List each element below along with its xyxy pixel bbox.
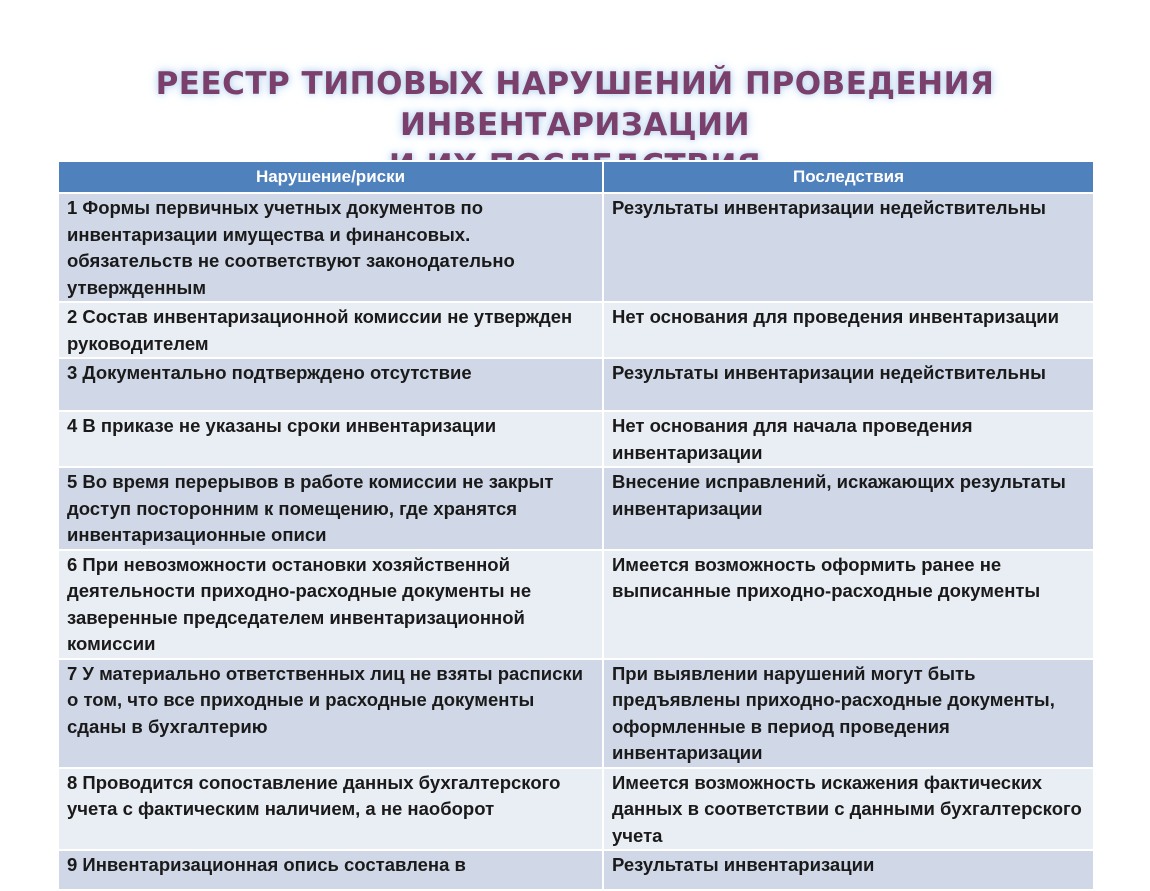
header-consequence: Последствия	[603, 161, 1094, 193]
consequence-cell: Нет основания для проведения инвентаризации	[603, 302, 1094, 358]
violation-cell: 8 Проводится сопоставление данных бухгалтерского учета с фактическим наличием, а не наоборот	[58, 768, 603, 851]
slide-title-line-1: РЕЕСТР ТИПОВЫХ НАРУШЕНИЙ ПРОВЕДЕНИЯ ИНВЕНТАРИЗАЦИИ	[155, 66, 995, 143]
header-violation: Нарушение/риски	[58, 161, 603, 193]
violations-table	[57, 160, 1095, 891]
violation-cell: 1 Формы первичных учетных документов по инвентаризации имущества и финансовых. обязательств не соответствуют законодательно утвержденным	[58, 193, 603, 302]
violation-cell: 5 Во время перерывов в работе комиссии не закрыт доступ посторонним к помещению, где хранятся инвентаризационные описи	[58, 467, 603, 550]
table-row	[58, 302, 1094, 358]
table-row	[58, 850, 1094, 890]
consequence-cell: Имеется возможность оформить ранее не выписанные приходно-расходные документы	[603, 550, 1094, 659]
violation-cell: 6 При невозможности остановки хозяйственной деятельности приходно-расходные документы не заверенные председателем инвентаризационной комиссии	[58, 550, 603, 659]
table-header-row	[58, 161, 1094, 193]
table-row	[58, 358, 1094, 411]
consequence-cell: Результаты инвентаризации	[603, 850, 1094, 890]
consequence-cell: Нет основания для начала проведения инвентаризации	[603, 411, 1094, 467]
consequence-cell: Имеется возможность искажения фактических данных в соответствии с данными бухгалтерского учета	[603, 768, 1094, 851]
table-row	[58, 768, 1094, 851]
consequence-cell: Результаты инвентаризации недействительны	[603, 358, 1094, 411]
violation-cell: 3 Документально подтверждено отсутствие	[58, 358, 603, 411]
violation-cell: 9 Инвентаризационная опись составлена в	[58, 850, 603, 890]
table-row	[58, 411, 1094, 467]
violation-cell: 2 Состав инвентаризационной комиссии не утвержден руководителем	[58, 302, 603, 358]
violation-cell: 4 В приказе не указаны сроки инвентаризации	[58, 411, 603, 467]
table-row	[58, 659, 1094, 768]
table-row	[58, 550, 1094, 659]
violation-cell: 7 У материально ответственных лиц не взяты расписки о том, что все приходные и расходные документы сданы в бухгалтерию	[58, 659, 603, 768]
consequence-cell: Результаты инвентаризации недействительны	[603, 193, 1094, 302]
table-row	[58, 467, 1094, 550]
consequence-cell: Внесение исправлений, искажающих результаты инвентаризации	[603, 467, 1094, 550]
table-row	[58, 193, 1094, 302]
consequence-cell: При выявлении нарушений могут быть предъявлены приходно-расходные документы, оформленные в период проведения инвентаризации	[603, 659, 1094, 768]
